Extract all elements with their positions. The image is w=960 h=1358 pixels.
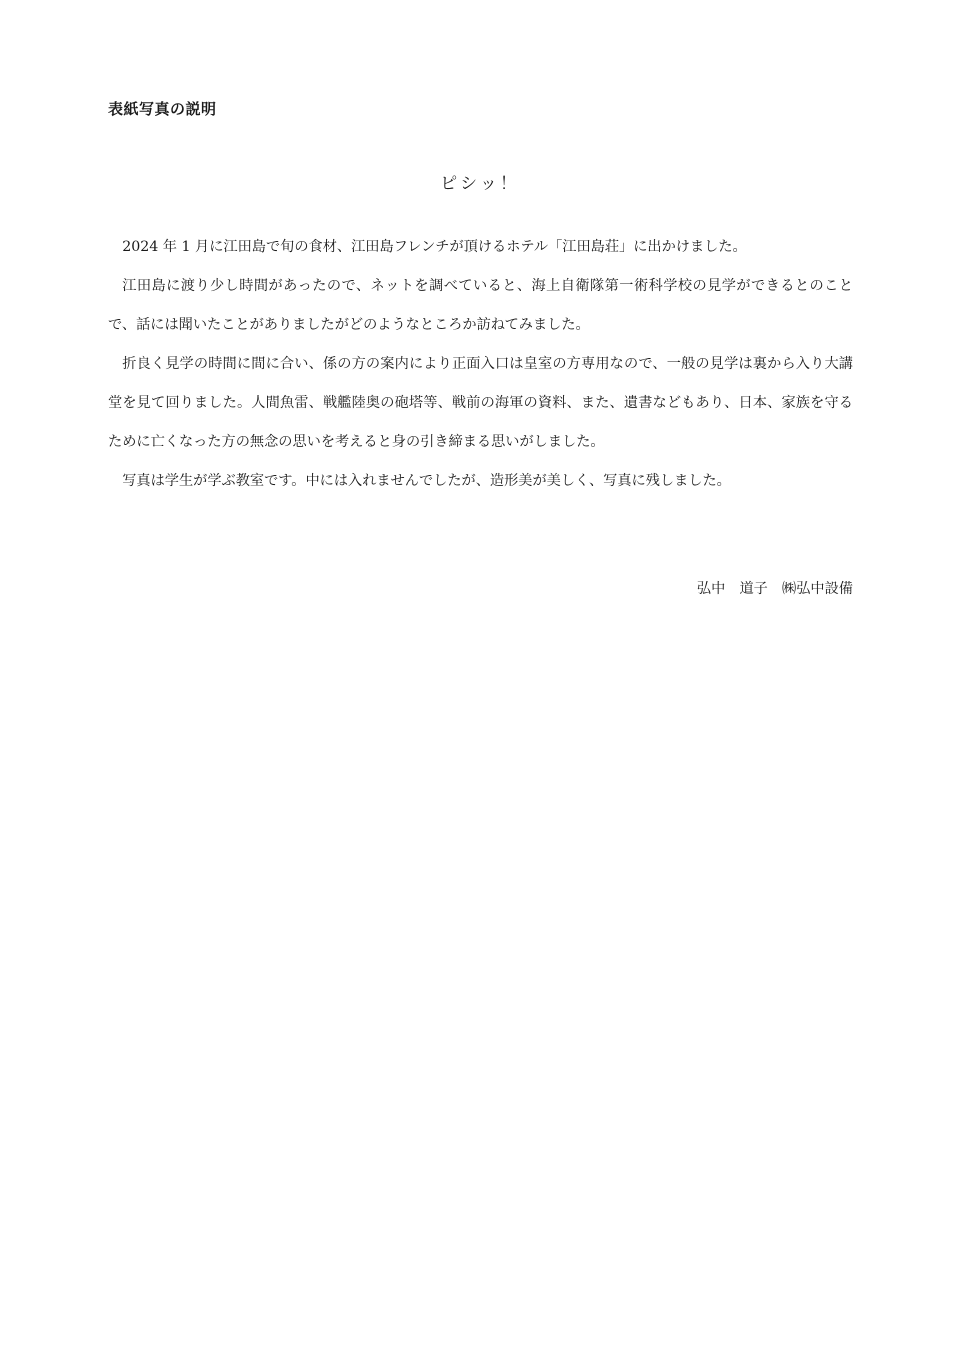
paragraph-3: 折良く見学の時間に間に合い、係の方の案内により正面入口は皇室の方専用なので、一般の見学は裏から入り大講堂を見て回りました。人間魚雷、戦艦陸奥の砲塔等、戦前の海軍の資料、また、遺書などもあり、日本、家族を守るために亡くなった方の無念の思いを考えると身の引き締まる思いがしました。	[108, 356, 853, 450]
paragraph-1: 2024 年 1 月に江田島で旬の食材、江田島フレンチが頂けるホテル「江田島荘」に出かけました。	[122, 239, 747, 255]
article-body	[108, 228, 853, 501]
article-title: ピシッ！	[440, 174, 520, 194]
section-heading: 表紙写真の説明	[108, 100, 217, 118]
author-signature: 弘中 道子 ㈱弘中設備	[696, 581, 853, 597]
paragraph-4: 写真は学生が学ぶ教室です。中には入れませんでしたが、造形美が美しく、写真に残しました。	[122, 473, 731, 489]
paragraph-2: 江田島に渡り少し時間があったので、ネットを調べていると、海上自衛隊第一術科学校の見学ができるとのことで、話には聞いたことがありましたがどのようなところか訪ねてみました。	[108, 278, 853, 333]
